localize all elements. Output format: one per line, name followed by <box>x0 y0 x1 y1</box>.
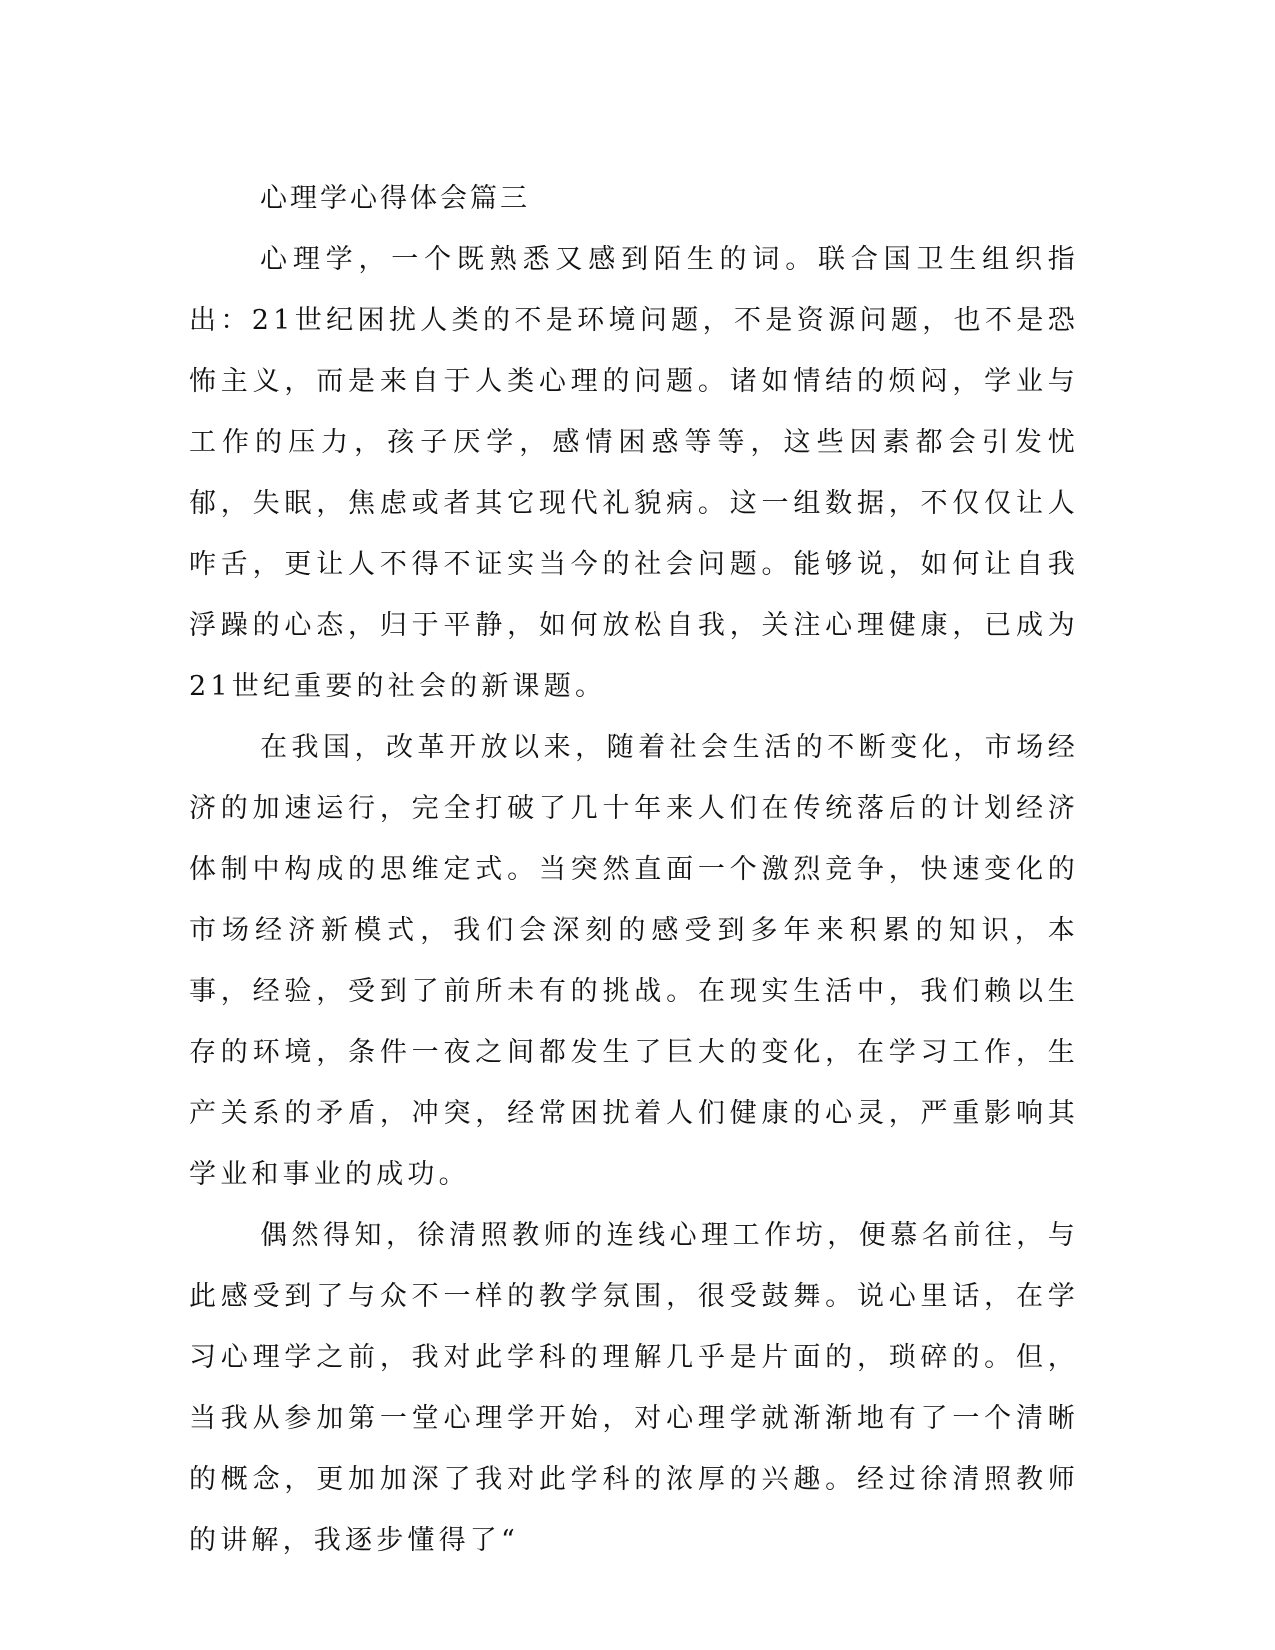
document-body <box>189 168 1079 1571</box>
paragraph: 偶然得知，徐清照教师的连线心理工作坊，便慕名前往，与此感受到了与众不一样的教学氛围，很受鼓舞。说心里话，在学习心理学之前，我对此学科的理解几乎是片面的，琐碎的。但，当我从参加第一堂心理学开始，对心理学就渐渐地有了一个清晰的概念，更加加深了我对此学科的浓厚的兴趣。经过徐清照教师的讲解，我逐步懂得了“ <box>189 1220 1079 1556</box>
paragraph: 心理学，一个既熟悉又感到陌生的词。联合国卫生组织指出：21世纪困扰人类的不是环境问题，不是资源问题，也不是恐怖主义，而是来自于人类心理的问题。诸如情结的烦闷，学业与工作的压力，孩子厌学，感情困惑等等，这些因素都会引发忧郁，失眠，焦虑或者其它现代礼貌病。这一组数据，不仅仅让人咋舌，更让人不得不证实当今的社会问题。能够说，如何让自我浮躁的心态，归于平静，如何放松自我，关注心理健康，已成为21世纪重要的社会的新课题。 <box>189 244 1079 702</box>
paragraph: 在我国，改革开放以来，随着社会生活的不断变化，市场经济的加速运行，完全打破了几十年来人们在传统落后的计划经济体制中构成的思维定式。当突然直面一个激烈竞争，快速变化的市场经济新模式，我们会深刻的感受到多年来积累的知识，本事，经验，受到了前所未有的挑战。在现实生活中，我们赖以生存的环境，条件一夜之间都发生了巨大的变化，在学习工作，生产关系的矛盾，冲突，经常困扰着人们健康的心灵，严重影响其学业和事业的成功。 <box>189 732 1079 1190</box>
document-title: 心理学心得体会篇三 <box>260 183 530 214</box>
